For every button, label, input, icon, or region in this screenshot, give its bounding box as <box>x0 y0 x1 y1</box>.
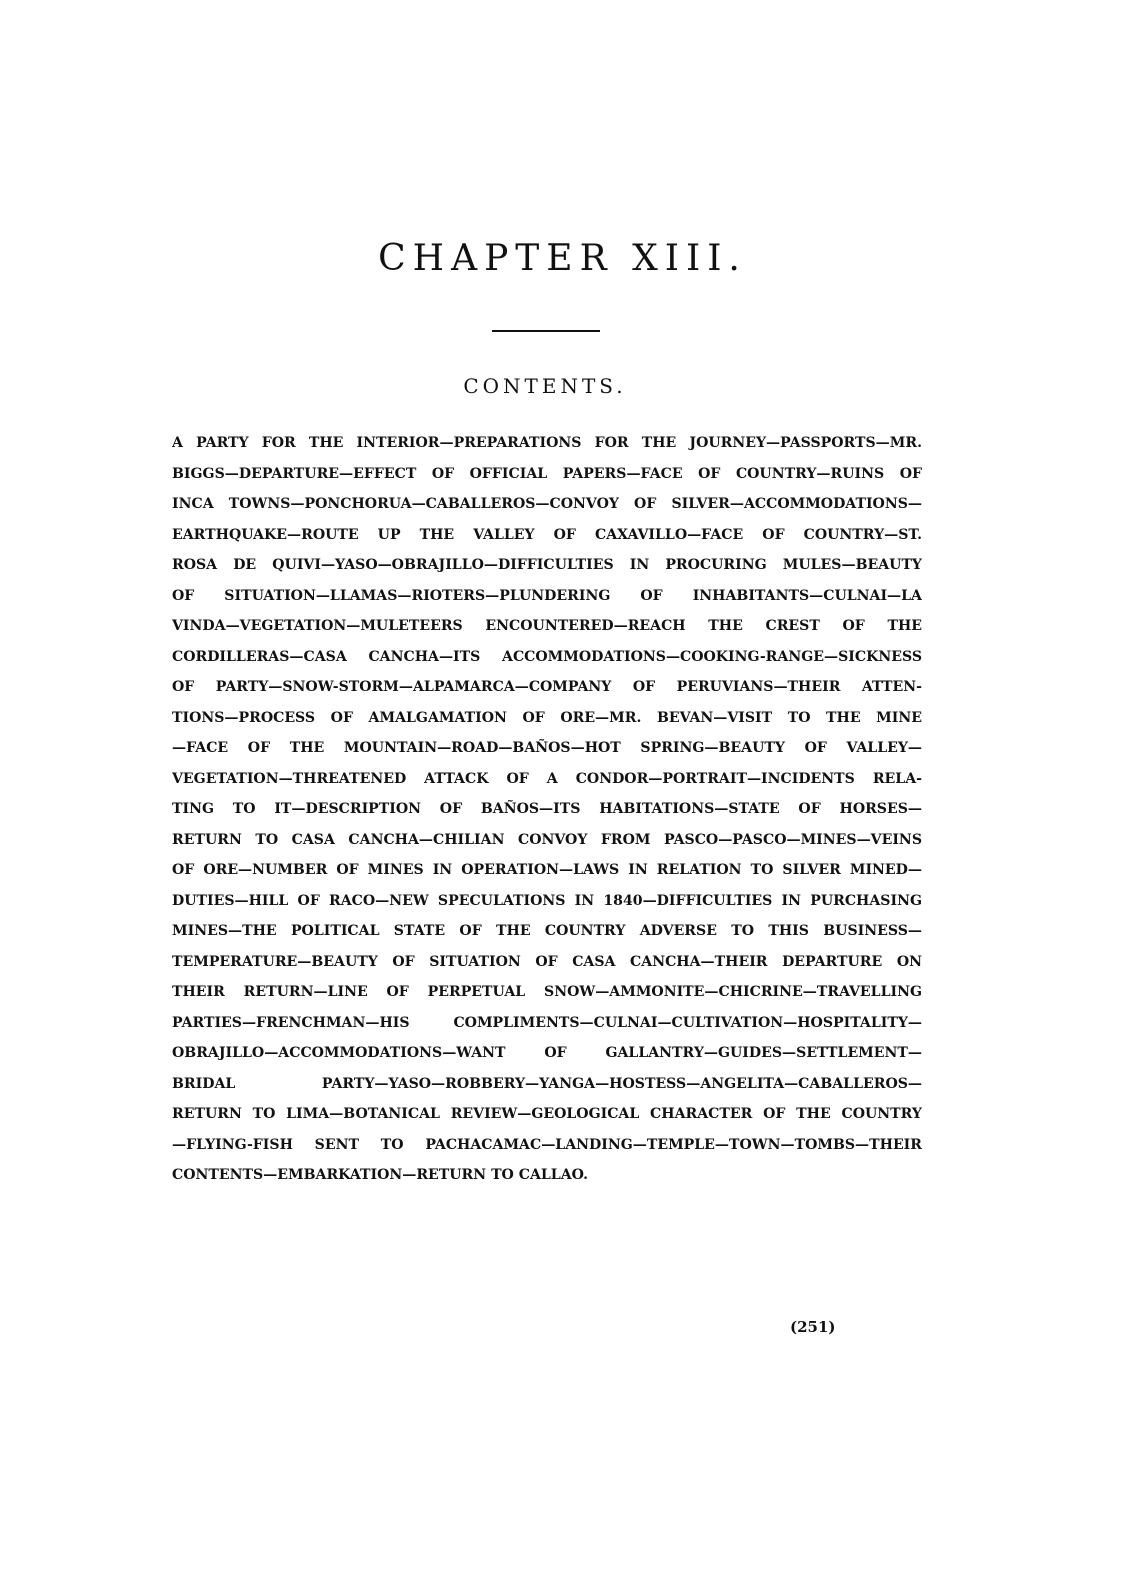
contents-list <box>172 428 922 1191</box>
contents-line: CONTENTS—EMBARKATION—RETURN TO CALLAO. <box>172 1167 588 1183</box>
contents-line: INCA TOWNS—PONCHORUA—CABALLEROS—CONVOY OF SILVER—ACCOMMODATIONS— <box>172 496 922 512</box>
contents-line: VINDA—VEGETATION—MULETEERS ENCOUNTERED—REACH THE CREST OF THE <box>172 618 922 634</box>
contents-line: THEIR RETURN—LINE OF PERPETUAL SNOW—AMMONITE—CHICRINE—TRAVELLING <box>172 984 922 1000</box>
contents-heading: CONTENTS. <box>463 374 627 398</box>
contents-line: OF SITUATION—LLAMAS—RIOTERS—PLUNDERING OF INHABITANTS—CULNAI—LA <box>172 587 922 604</box>
contents-line: MINES—THE POLITICAL STATE OF THE COUNTRY ADVERSE TO THIS BUSINESS— <box>172 923 922 939</box>
contents-line: TIONS—PROCESS OF AMALGAMATION OF ORE—MR. BEVAN—VISIT TO THE MINE <box>172 709 922 726</box>
contents-line: —FACE OF THE MOUNTAIN—ROAD—BAÑOS—HOT SPRING—BEAUTY OF VALLEY— <box>172 740 922 756</box>
contents-line: OBRAJILLO—ACCOMMODATIONS—WANT OF GALLANTRY—GUIDES—SETTLEMENT— <box>172 1045 922 1061</box>
contents-line: OF PARTY—SNOW-STORM—ALPAMARCA—COMPANY OF PERUVIANS—THEIR ATTEN- <box>172 679 922 695</box>
contents-line: CORDILLERAS—CASA CANCHA—ITS ACCOMMODATIONS—COOKING-RANGE—SICKNESS <box>172 648 922 665</box>
contents-line: EARTHQUAKE—ROUTE UP THE VALLEY OF CAXAVILLO—FACE OF COUNTRY—ST. <box>172 526 922 543</box>
contents-line: RETURN TO CASA CANCHA—CHILIAN CONVOY FROM PASCO—PASCO—MINES—VEINS <box>172 831 922 848</box>
contents-line: RETURN TO LIMA—BOTANICAL REVIEW—GEOLOGICAL CHARACTER OF THE COUNTRY <box>172 1106 922 1122</box>
title-rule <box>492 330 600 332</box>
contents-line: PARTIES—FRENCHMAN—HIS COMPLIMENTS—CULNAI—CULTIVATION—HOSPITALITY— <box>172 1014 922 1031</box>
page-number: (251) <box>790 1318 836 1336</box>
contents-line: BRIDAL PARTY—YASO—ROBBERY—YANGA—HOSTESS—ANGELITA—CABALLEROS— <box>172 1075 922 1092</box>
contents-line: A PARTY FOR THE INTERIOR—PREPARATIONS FOR THE JOURNEY—PASSPORTS—MR. <box>172 435 922 451</box>
chapter-title: CHAPTER XIII. <box>378 238 747 279</box>
contents-line: TING TO IT—DESCRIPTION OF BAÑOS—ITS HABITATIONS—STATE OF HORSES— <box>172 801 922 817</box>
contents-line: DUTIES—HILL OF RACO—NEW SPECULATIONS IN 1840—DIFFICULTIES IN PURCHASING <box>172 892 922 909</box>
contents-line: ROSA DE QUIVI—YASO—OBRAJILLO—DIFFICULTIES IN PROCURING MULES—BEAUTY <box>172 557 922 573</box>
contents-line: VEGETATION—THREATENED ATTACK OF A CONDOR—PORTRAIT—INCIDENTS RELA- <box>172 770 922 787</box>
contents-line: BIGGS—DEPARTURE—EFFECT OF OFFICIAL PAPERS—FACE OF COUNTRY—RUINS OF <box>172 465 922 482</box>
contents-line: —FLYING-FISH SENT TO PACHACAMAC—LANDING—TEMPLE—TOWN—TOMBS—THEIR <box>172 1136 922 1153</box>
contents-line: OF ORE—NUMBER OF MINES IN OPERATION—LAWS IN RELATION TO SILVER MINED— <box>172 862 922 878</box>
contents-line: TEMPERATURE—BEAUTY OF SITUATION OF CASA CANCHA—THEIR DEPARTURE ON <box>172 953 922 970</box>
